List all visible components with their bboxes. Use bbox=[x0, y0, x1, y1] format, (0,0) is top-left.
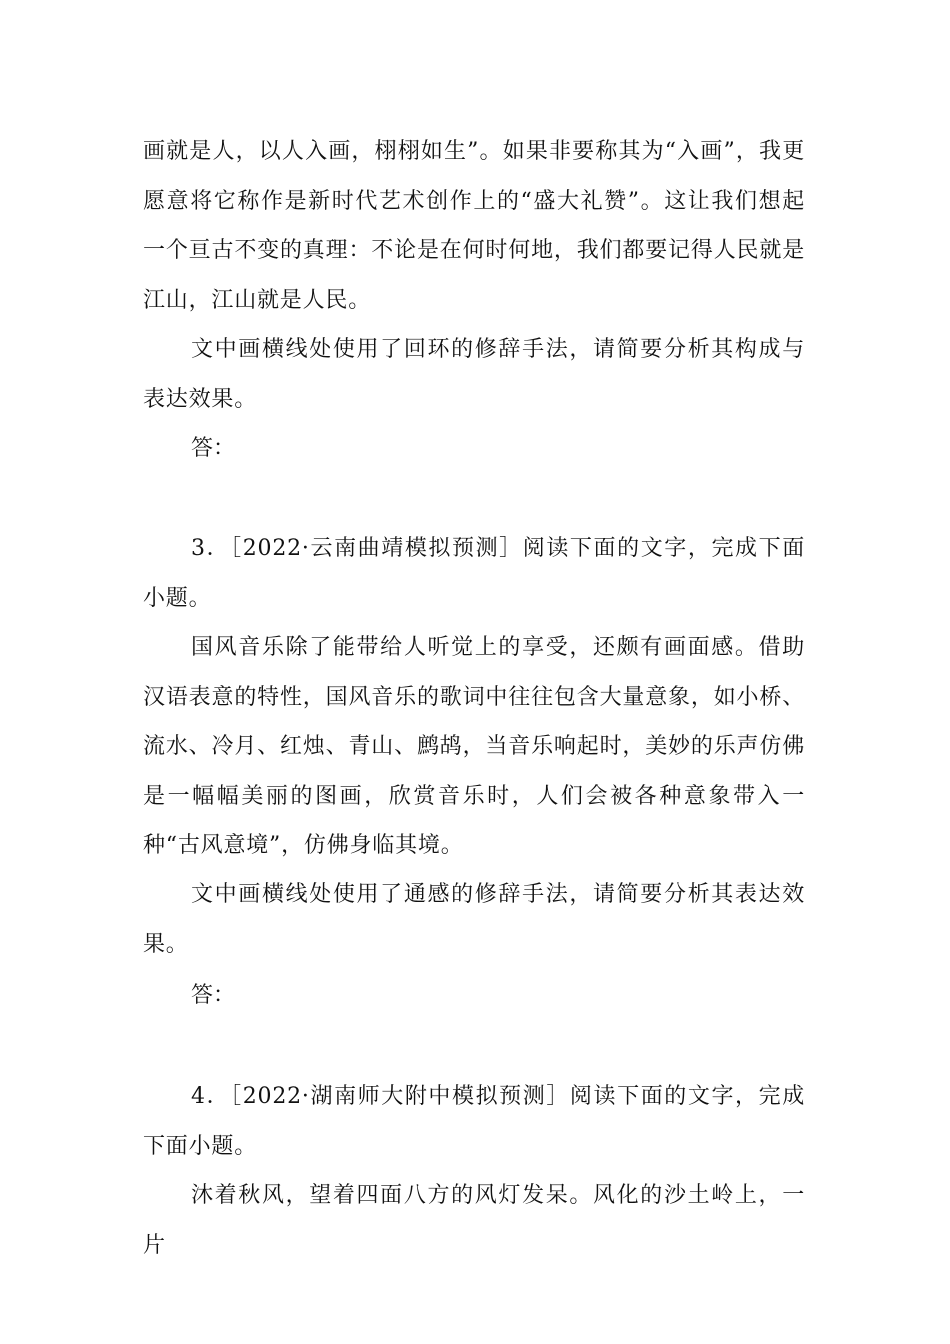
passage-paragraph: 国风音乐除了能带给人听觉上的享受，还颇有画面感。借助汉语表意的特性，国风音乐的歌词中往往包含大量意象，如小桥、流水、冷月、红烛、青山、鹧鸪，当音乐响起时，美妙的乐声仿佛是一幅幅美丽的图画，欣赏音乐时，人们会被各种意象带入一种“古风意境”，仿佛身临其境。 bbox=[143, 635, 805, 858]
passage-paragraph: 画就是人，以人入画，栩栩如生”。如果非要称其为“入画”，我更愿意将它称作是新时代艺术创作上的“盛大礼赞”。这让我们想起一个亘古不变的真理：不论是在何时何地，我们都要记得人民就是江山，江山就是人民。 bbox=[143, 139, 805, 313]
passage-paragraph: 沐着秋风，望着四面八方的风灯发呆。风化的沙土岭上，一片 bbox=[143, 1183, 805, 1258]
question-prompt: 文中画横线处使用了回环的修辞手法，请简要分析其构成与表达效果。 bbox=[143, 337, 805, 412]
question-heading: 4．［2022·湖南师大附中模拟预测］阅读下面的文字，完成下面小题。 bbox=[143, 1084, 805, 1159]
answer-label: 答： bbox=[191, 436, 236, 461]
question-prompt: 文中画横线处使用了通感的修辞手法，请简要分析其表达效果。 bbox=[143, 882, 805, 957]
answer-label: 答： bbox=[191, 983, 236, 1008]
question-heading: 3．［2022·云南曲靖模拟预测］阅读下面的文字，完成下面小题。 bbox=[143, 536, 805, 611]
